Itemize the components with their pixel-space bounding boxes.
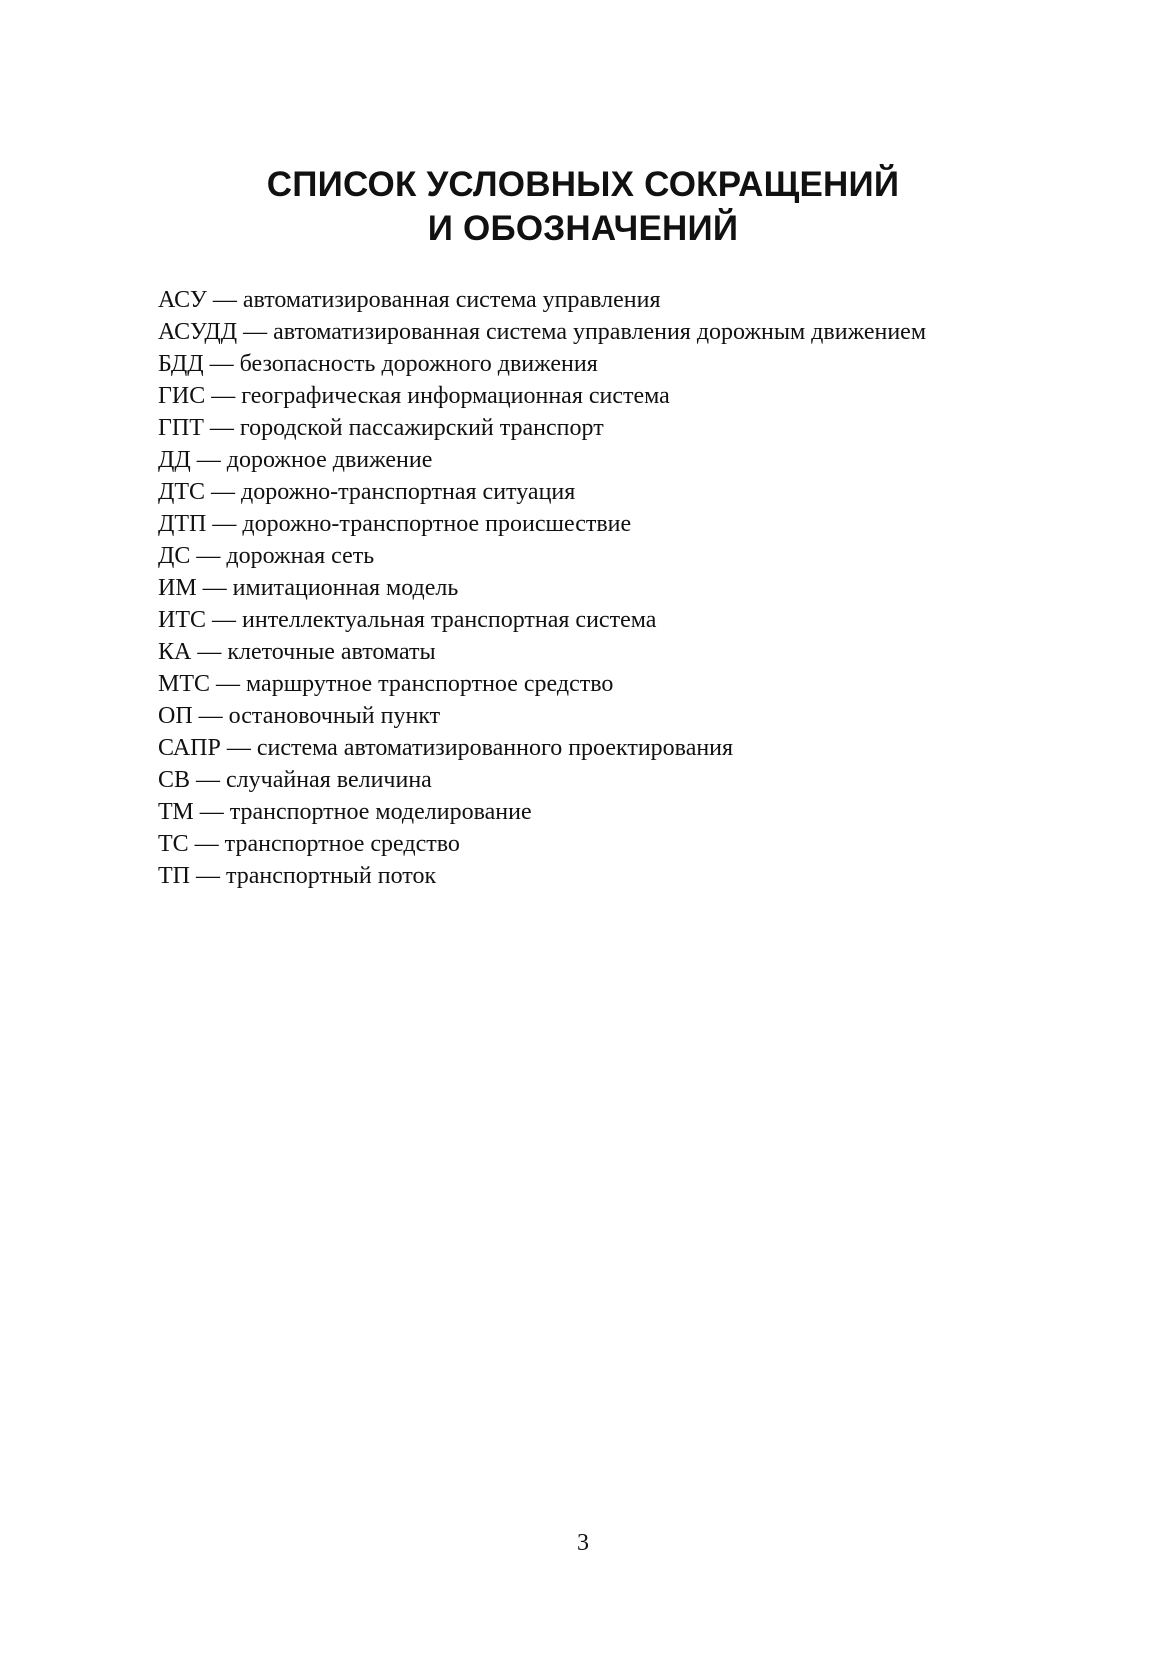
abbreviation-term: ОП <box>158 703 193 729</box>
abbreviation-meaning: автоматизированная система управления <box>242 287 661 313</box>
list-item <box>158 476 1058 508</box>
list-item <box>158 540 1058 572</box>
abbreviation-term: БДД <box>158 351 204 377</box>
abbreviation-term: ГИС <box>158 383 206 409</box>
abbreviation-separator: — <box>192 703 229 729</box>
list-item <box>158 636 1058 668</box>
abbreviation-meaning: дорожно-транспортная ситуация <box>241 479 576 505</box>
abbreviation-separator: — <box>196 575 233 601</box>
abbreviation-term: ТП <box>158 863 190 889</box>
abbreviation-meaning: клеточные автоматы <box>227 639 436 665</box>
abbreviation-separator: — <box>206 287 243 313</box>
list-item <box>158 284 1058 316</box>
abbreviation-term: ДТС <box>158 479 206 505</box>
abbreviation-meaning: дорожно-транспортное происшествие <box>242 511 632 537</box>
abbreviation-list <box>158 284 1058 892</box>
list-item <box>158 860 1058 892</box>
page-title <box>0 163 1166 251</box>
abbreviation-term: ИМ <box>158 575 197 601</box>
page-title-line-2: И ОБОЗНАЧЕНИЙ <box>427 209 739 248</box>
abbreviation-separator: — <box>206 607 242 633</box>
abbreviation-separator: — <box>237 319 274 345</box>
list-item <box>158 796 1058 828</box>
abbreviation-separator: — <box>205 383 242 409</box>
list-item <box>158 572 1058 604</box>
abbreviation-meaning: автоматизированная система управления дорожным движением <box>273 319 927 345</box>
list-item <box>158 764 1058 796</box>
list-item <box>158 348 1058 380</box>
abbreviation-meaning: дорожная сеть <box>226 543 375 569</box>
abbreviation-meaning: остановочный пункт <box>228 703 441 729</box>
abbreviation-separator: — <box>193 799 230 825</box>
abbreviation-separator: — <box>190 447 227 473</box>
abbreviation-meaning: безопасность дорожного движения <box>239 351 598 377</box>
abbreviation-separator: — <box>190 863 226 889</box>
list-item <box>158 604 1058 636</box>
abbreviation-meaning: транспортное средство <box>224 831 460 857</box>
list-item <box>158 700 1058 732</box>
abbreviation-separator: — <box>203 351 240 377</box>
abbreviation-meaning: интеллектуальная транспортная система <box>242 607 657 633</box>
abbreviation-separator: — <box>220 735 257 761</box>
abbreviation-term: КА <box>158 639 192 665</box>
list-item <box>158 316 1058 348</box>
abbreviation-separator: — <box>190 543 227 569</box>
abbreviation-separator: — <box>203 415 240 441</box>
abbreviation-term: СВ <box>158 767 191 793</box>
abbreviation-separator: — <box>188 831 225 857</box>
abbreviation-meaning: городской пассажирский транспорт <box>239 415 604 441</box>
abbreviation-meaning: имитационная модель <box>232 575 459 601</box>
abbreviation-term: ДС <box>158 543 191 569</box>
abbreviation-separator: — <box>206 511 243 537</box>
abbreviation-separator: — <box>205 479 242 505</box>
abbreviation-term: ДД <box>158 447 191 473</box>
abbreviation-meaning: дорожное движение <box>226 447 433 473</box>
abbreviation-term: МТС <box>158 671 211 697</box>
abbreviation-term: ТМ <box>158 799 194 825</box>
list-item <box>158 508 1058 540</box>
abbreviation-term: ТС <box>158 831 189 857</box>
list-item <box>158 732 1058 764</box>
abbreviation-meaning: система автоматизированного проектирования <box>256 735 734 761</box>
page-number: 3 <box>577 1530 589 1556</box>
abbreviation-meaning: транспортный поток <box>226 863 437 889</box>
abbreviation-term: АСУДД <box>158 319 238 345</box>
abbreviation-separator: — <box>210 671 247 697</box>
abbreviation-term: САПР <box>158 735 221 761</box>
list-item <box>158 444 1058 476</box>
abbreviation-term: ГПТ <box>158 415 204 441</box>
page-title-line-1: СПИСОК УСЛОВНЫХ СОКРАЩЕНИЙ <box>266 165 900 204</box>
abbreviation-meaning: географическая информационная система <box>241 383 670 409</box>
list-item <box>158 828 1058 860</box>
abbreviation-meaning: случайная величина <box>226 767 432 793</box>
list-item <box>158 412 1058 444</box>
abbreviation-term: АСУ <box>158 287 207 313</box>
abbreviation-term: ИТС <box>158 607 206 633</box>
abbreviation-separator: — <box>190 767 227 793</box>
list-item <box>158 668 1058 700</box>
list-item <box>158 380 1058 412</box>
abbreviation-meaning: маршрутное транспортное средство <box>246 671 614 697</box>
abbreviation-meaning: транспортное моделирование <box>229 799 532 825</box>
abbreviation-term: ДТП <box>158 511 207 537</box>
abbreviation-separator: — <box>191 639 228 665</box>
